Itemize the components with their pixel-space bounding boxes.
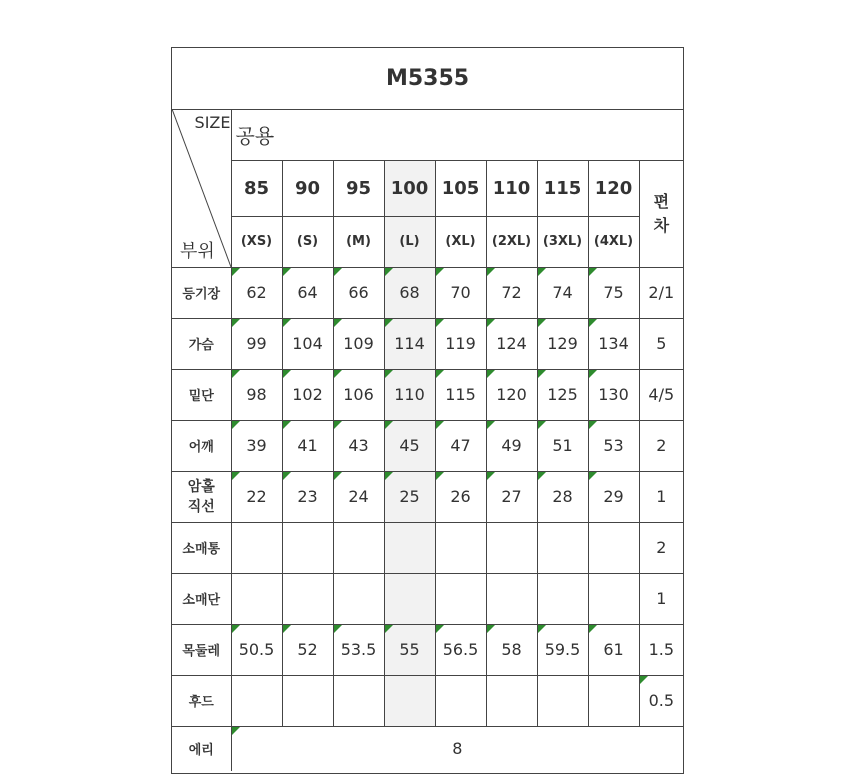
part-header-label: 부위 [180,240,215,262]
measurement-row [172,624,683,675]
measurement-value: 51 [552,436,573,455]
size-table [172,109,683,771]
measurement-value: 49 [501,436,522,455]
measurement-value: 45 [399,436,420,455]
measurement-value: 62 [246,283,267,302]
deviation-cell [639,369,683,420]
measurement-cell [282,471,333,522]
measurement-cell [282,573,333,624]
measurement-value: 53.5 [340,640,377,659]
measurement-value: 134 [598,334,629,353]
measurement-cell [333,471,384,522]
measurement-value: 55 [399,640,420,659]
measurement-value: 110 [394,385,425,404]
measurement-value: 41 [297,436,318,455]
measurement-cell [384,318,435,369]
deviation-cell [639,471,683,522]
measurement-row [172,318,683,369]
measurement-value: 53 [603,436,624,455]
measurement-value: 28 [552,487,573,506]
comment-marker-icon [283,472,291,480]
measurement-value: 72 [501,283,522,302]
measurement-value: 66 [348,283,369,302]
deviation-value: 2/1 [648,283,675,302]
measurement-cell [282,369,333,420]
measurement-cell [435,318,486,369]
row-label: 소매통 [172,522,231,573]
comment-marker-icon [538,268,546,276]
comment-marker-icon [385,268,393,276]
deviation-header [639,160,683,267]
comment-marker-icon [385,421,393,429]
measurement-cell [486,573,537,624]
comment-marker-icon [589,319,597,327]
deviation-value: 4/5 [648,385,675,404]
comment-marker-icon [538,370,546,378]
measurement-cell [384,573,435,624]
measurement-cell [435,522,486,573]
measurement-cell [384,369,435,420]
measurement-cell [537,318,588,369]
measurement-cell [588,522,639,573]
size-number-header: 85 [231,160,282,216]
measurement-value: 56.5 [442,640,479,659]
measurement-value: 99 [246,334,267,353]
comment-marker-icon [283,319,291,327]
measurement-cell [588,318,639,369]
collar-value-cell [231,726,683,771]
measurement-cell [537,573,588,624]
measurement-cell [282,522,333,573]
measurement-row [172,675,683,726]
deviation-cell [639,267,683,318]
size-number-header: 100 [384,160,435,216]
size-code-header: (S) [282,216,333,267]
measurement-cell [231,318,282,369]
measurement-cell [435,624,486,675]
measurement-cell [231,369,282,420]
comment-marker-icon [232,268,240,276]
size-number-header: 120 [588,160,639,216]
measurement-cell [333,573,384,624]
size-number-header: 90 [282,160,333,216]
measurement-value: 74 [552,283,573,302]
measurement-cell [486,471,537,522]
measurement-value: 47 [450,436,471,455]
row-label: 등기장 [172,267,231,318]
comment-marker-icon [385,370,393,378]
deviation-value: 0.5 [648,691,675,710]
comment-marker-icon [589,472,597,480]
deviation-cell [639,522,683,573]
measurement-cell [231,522,282,573]
measurement-cell [537,267,588,318]
chart-title: M5355 [172,48,683,110]
measurement-cell [333,522,384,573]
comment-marker-icon [487,319,495,327]
measurement-cell [537,471,588,522]
measurement-cell [537,675,588,726]
measurement-value: 50.5 [238,640,275,659]
measurement-cell [333,624,384,675]
comment-marker-icon [436,319,444,327]
row-label: 암홀 직선 [172,471,231,522]
comment-marker-icon [538,421,546,429]
comment-marker-icon [487,370,495,378]
measurement-cell [333,318,384,369]
measurement-cell [282,267,333,318]
comment-marker-icon [538,625,546,633]
row-label: 목둘레 [172,624,231,675]
row-label: 가슴 [172,318,231,369]
comment-marker-icon [334,421,342,429]
deviation-cell [639,573,683,624]
comment-marker-icon [436,625,444,633]
size-number-header: 110 [486,160,537,216]
measurement-cell [333,267,384,318]
measurement-value: 115 [445,385,476,404]
deviation-cell [639,420,683,471]
comment-marker-icon [589,421,597,429]
measurement-row [172,420,683,471]
measurement-cell [384,675,435,726]
comment-marker-icon [232,370,240,378]
measurement-cell [384,522,435,573]
measurement-cell [384,267,435,318]
deviation-value: 2 [656,436,667,455]
measurement-cell [435,573,486,624]
deviation-header-label: 편 차 [653,191,670,235]
comment-marker-icon [334,625,342,633]
comment-marker-icon [334,370,342,378]
size-code-header: (XS) [231,216,282,267]
measurement-cell [486,420,537,471]
measurement-cell [486,624,537,675]
comment-marker-icon [283,268,291,276]
measurement-cell [231,624,282,675]
deviation-cell [639,624,683,675]
measurement-value: 75 [603,283,624,302]
comment-marker-icon [283,421,291,429]
common-label: 공용 [231,109,683,160]
measurement-cell [333,675,384,726]
deviation-value: 1.5 [648,640,675,659]
measurement-cell [435,420,486,471]
comment-marker-icon [589,370,597,378]
measurement-value: 27 [501,487,522,506]
measurement-value: 43 [348,436,369,455]
comment-marker-icon [385,625,393,633]
measurement-cell [588,420,639,471]
measurement-value: 29 [603,487,624,506]
measurement-value: 23 [297,487,318,506]
measurement-cell [486,369,537,420]
measurement-value: 119 [445,334,476,353]
measurement-cell [588,267,639,318]
comment-marker-icon [487,268,495,276]
measurement-value: 24 [348,487,369,506]
measurement-value: 26 [450,487,471,506]
measurement-cell [588,471,639,522]
measurement-cell [282,318,333,369]
size-code-header: (L) [384,216,435,267]
size-code-header: (M) [333,216,384,267]
measurement-cell [435,471,486,522]
collar-label: 에리 [172,726,231,771]
comment-marker-icon [640,676,648,684]
measurement-cell [231,675,282,726]
measurement-value: 39 [246,436,267,455]
comment-marker-icon [232,421,240,429]
measurement-cell [333,369,384,420]
size-number-header: 95 [333,160,384,216]
measurement-cell [384,471,435,522]
deviation-value: 5 [656,334,667,353]
row-label: 소매단 [172,573,231,624]
measurement-cell [486,318,537,369]
size-code-header: (XL) [435,216,486,267]
comment-marker-icon [436,421,444,429]
comment-marker-icon [487,472,495,480]
measurement-value: 98 [246,385,267,404]
collar-value: 8 [452,739,463,759]
measurement-value: 58 [501,640,522,659]
row-label: 밑단 [172,369,231,420]
deviation-value: 2 [656,538,667,557]
size-chart [171,47,684,774]
deviation-value: 1 [656,589,667,608]
measurement-value: 124 [496,334,527,353]
measurement-row [172,369,683,420]
comment-marker-icon [436,370,444,378]
measurement-cell [486,267,537,318]
comment-marker-icon [232,625,240,633]
measurement-value: 68 [399,283,420,302]
size-code-header: (4XL) [588,216,639,267]
measurement-cell [537,369,588,420]
size-number-header: 115 [537,160,588,216]
comment-marker-icon [283,625,291,633]
measurement-cell [588,369,639,420]
comment-marker-icon [589,268,597,276]
measurement-row [172,471,683,522]
measurement-value: 129 [547,334,578,353]
measurement-row [172,573,683,624]
comment-marker-icon [487,625,495,633]
corner-header-cell [172,109,231,267]
measurement-value: 64 [297,283,318,302]
measurement-cell [537,522,588,573]
comment-marker-icon [589,625,597,633]
measurement-cell [588,573,639,624]
measurement-value: 59.5 [544,640,581,659]
measurement-value: 114 [394,334,425,353]
measurement-cell [435,675,486,726]
measurement-cell [231,267,282,318]
measurement-cell [282,420,333,471]
measurement-value: 25 [399,487,420,506]
row-label: 후드 [172,675,231,726]
measurement-cell [537,624,588,675]
measurement-cell [486,522,537,573]
comment-marker-icon [538,472,546,480]
comment-marker-icon [538,319,546,327]
comment-marker-icon [232,319,240,327]
comment-marker-icon [232,472,240,480]
comment-marker-icon [334,268,342,276]
size-number-header: 105 [435,160,486,216]
comment-marker-icon [334,472,342,480]
deviation-value: 1 [656,487,667,506]
comment-marker-icon [334,319,342,327]
measurement-cell [231,471,282,522]
comment-marker-icon [385,319,393,327]
size-code-header: (3XL) [537,216,588,267]
comment-marker-icon [385,472,393,480]
comment-marker-icon [436,268,444,276]
measurement-value: 106 [343,385,374,404]
comment-marker-icon [487,421,495,429]
measurement-cell [384,420,435,471]
deviation-cell [639,675,683,726]
measurement-value: 109 [343,334,374,353]
measurement-cell [486,675,537,726]
measurement-cell [435,267,486,318]
measurement-cell [231,420,282,471]
measurement-cell [588,624,639,675]
comment-marker-icon [436,472,444,480]
measurement-value: 52 [297,640,318,659]
measurement-value: 104 [292,334,323,353]
measurement-value: 70 [450,283,471,302]
comment-marker-icon [283,370,291,378]
measurement-value: 22 [246,487,267,506]
size-header-label: SIZE [194,113,231,132]
measurement-value: 120 [496,385,527,404]
measurement-value: 130 [598,385,629,404]
size-code-header: (2XL) [486,216,537,267]
measurement-cell [537,420,588,471]
measurement-cell [333,420,384,471]
measurement-cell [435,369,486,420]
measurement-cell [588,675,639,726]
measurement-cell [282,624,333,675]
deviation-cell [639,318,683,369]
measurement-value: 61 [603,640,624,659]
collar-row [172,726,683,771]
row-label: 어깨 [172,420,231,471]
measurement-row [172,267,683,318]
measurement-value: 102 [292,385,323,404]
measurement-row [172,522,683,573]
measurement-cell [282,675,333,726]
measurement-cell [384,624,435,675]
comment-marker-icon [232,727,240,735]
measurement-cell [231,573,282,624]
measurement-value: 125 [547,385,578,404]
